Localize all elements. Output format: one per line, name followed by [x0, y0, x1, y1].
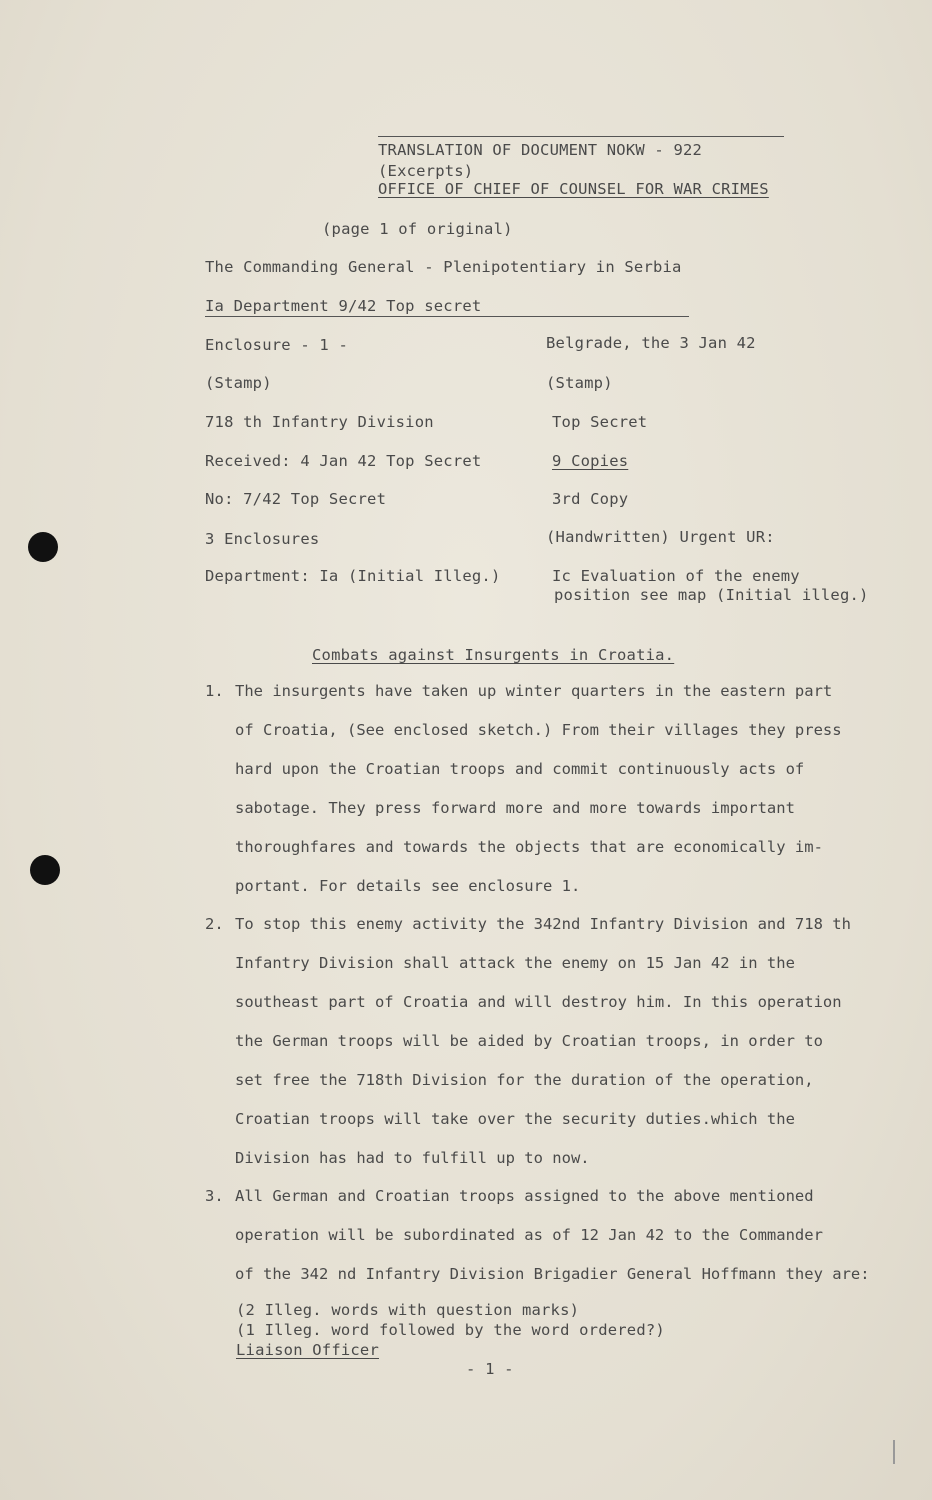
- paragraph-1-number: 1.: [205, 682, 224, 700]
- stamp-left: (Stamp): [205, 374, 272, 392]
- paragraph-3-line: of the 342 nd Infantry Division Brigadier General Hoffmann they are:: [235, 1265, 870, 1283]
- stamp-right: (Stamp): [546, 374, 613, 392]
- place-date: Belgrade, the 3 Jan 42: [546, 334, 756, 352]
- header-top-rule: [378, 136, 784, 137]
- paragraph-1-line: thoroughfares and towards the objects that are economically im-: [235, 838, 823, 856]
- punch-hole-top: [28, 532, 58, 562]
- paragraph-1-line: hard upon the Croatian troops and commit continuously acts of: [235, 760, 805, 778]
- paragraph-1-line: portant. For details see enclosure 1.: [235, 877, 581, 895]
- paragraph-2-line: set free the 718th Division for the duration of the operation,: [235, 1071, 814, 1089]
- paragraph-1: [205, 672, 885, 906]
- page-number: - 1 -: [466, 1360, 514, 1378]
- paragraph-1-line: of Croatia, (See enclosed sketch.) From their villages they press: [235, 721, 842, 739]
- page-reference: (page 1 of original): [322, 220, 513, 238]
- enclosure-label: Enclosure - 1 -: [205, 336, 348, 354]
- paragraph-2: [205, 905, 885, 1178]
- paragraph-2-line: To stop this enemy activity the 342nd Infantry Division and 718 th: [235, 915, 851, 933]
- note-illegible-2: (1 Illeg. word followed by the word ordered?): [236, 1321, 665, 1339]
- department-line: Ia Department 9/42 Top secret: [205, 297, 482, 315]
- from-line: The Commanding General - Plenipotentiary in Serbia: [205, 258, 682, 276]
- note-illegible-1: (2 Illeg. words with question marks): [236, 1301, 580, 1319]
- header-line-2: (Excerpts): [378, 162, 474, 180]
- header-line-3: OFFICE OF CHIEF OF COUNSEL FOR WAR CRIMES: [378, 180, 769, 198]
- paragraph-2-line: Croatian troops will take over the security duties.which the: [235, 1110, 795, 1128]
- evaluation-note-1: Ic Evaluation of the enemy: [552, 567, 800, 585]
- paragraph-3: [205, 1177, 885, 1294]
- paragraph-2-line: Infantry Division shall attack the enemy on 15 Jan 42 in the: [235, 954, 795, 972]
- handwritten-note: (Handwritten) Urgent UR:: [546, 528, 775, 546]
- paragraph-1-line: The insurgents have taken up winter quarters in the eastern part: [235, 682, 833, 700]
- enclosures-count: 3 Enclosures: [205, 530, 320, 548]
- department-rule: [205, 316, 689, 317]
- liaison-officer: Liaison Officer: [236, 1341, 379, 1359]
- margin-mark: [893, 1440, 895, 1464]
- number-line: No: 7/42 Top Secret: [205, 490, 387, 508]
- header-line-1: TRANSLATION OF DOCUMENT NOKW - 922: [378, 141, 703, 159]
- evaluation-note-2: position see map (Initial illeg.): [554, 586, 869, 604]
- paragraph-2-line: the German troops will be aided by Croatian troops, in order to: [235, 1032, 823, 1050]
- top-secret-label: Top Secret: [552, 413, 648, 431]
- paragraph-2-number: 2.: [205, 915, 224, 933]
- division-label: 718 th Infantry Division: [205, 413, 434, 431]
- paragraph-3-line: All German and Croatian troops assigned to the above mentioned: [235, 1187, 814, 1205]
- paragraph-1-line: sabotage. They press forward more and more towards important: [235, 799, 795, 817]
- paragraph-2-line: southeast part of Croatia and will destroy him. In this operation: [235, 993, 842, 1011]
- copies-count: 9 Copies: [552, 452, 629, 470]
- copy-number: 3rd Copy: [552, 490, 629, 508]
- punch-hole-bottom: [30, 855, 60, 885]
- received-line: Received: 4 Jan 42 Top Secret: [205, 452, 482, 470]
- department-initial: Department: Ia (Initial Illeg.): [205, 567, 501, 585]
- section-title: Combats against Insurgents in Croatia.: [312, 646, 675, 664]
- paragraph-3-line: operation will be subordinated as of 12 Jan 42 to the Commander: [235, 1226, 823, 1244]
- paragraph-3-number: 3.: [205, 1187, 224, 1205]
- paragraph-2-line: Division has had to fulfill up to now.: [235, 1149, 590, 1167]
